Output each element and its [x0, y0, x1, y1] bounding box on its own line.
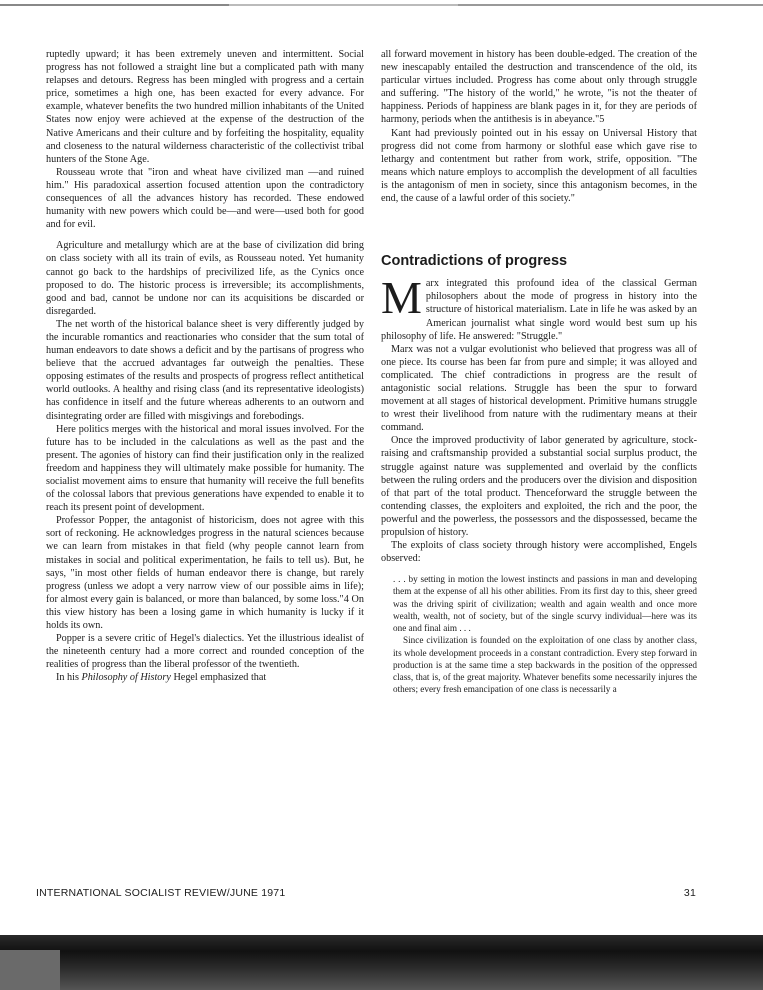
- scan-corner: [0, 950, 60, 990]
- paragraph: [381, 272, 697, 342]
- right-column: [381, 48, 697, 878]
- paragraph: [46, 671, 364, 684]
- paragraph: Agriculture and metallurgy which are at the base of civilization did bring on class society with all its train of evils, as Rousseau noted. Yet humanity cannot go back to the hardships of precivilized life, as the Cynics once proposed to do. The historic process is irreversible; its accomplishments, good and bad, cannot be undone nor can its acquisitions be discarded or disregarded.: [46, 240, 364, 317]
- scan-top-edge: [0, 4, 763, 6]
- book-title: Philosophy of History: [81, 672, 171, 684]
- quote-paragraph: Since civilization is founded on the exploitation of one class by another class, its whole development proceeds in a constant contradiction. Every step forward in production is at the same time a step backwards in the position of the oppressed class, that is, of the great majority. Whatever benefits some necessarily injures the others; every fresh emancipation of one class is necessarily a: [393, 635, 697, 695]
- section-heading: Contradictions of progress: [381, 253, 568, 270]
- paragraph: Marx was not a vulgar evolutionist who believed that progress was all of one piece. Its course has been far from pure and simple; it was alloyed and complicated. The chief contradictions in progress are the result of antagonistic social relations. Struggle has been the spur to forward movement at all stages of historical development. Primitive humans struggle to wrest their livelihood from nature with the rudimentary means at their command.: [381, 343, 697, 434]
- page-number: 31: [683, 887, 696, 899]
- text-run: Hegel emphasized that: [170, 672, 267, 684]
- page-footer: [36, 887, 696, 901]
- paragraph: all forward movement in history has been double-edged. The creation of the new inescapably entailed the destruction and transcendence of the old, its particular virtues included. Progress has come about only through struggle and suffering. "The history of the world," he wrote, "is not the theater of happiness. Periods of happiness are blank pages in it, for they are periods of harmony, periods when the antithesis is in abeyance."5: [381, 49, 697, 126]
- paragraph: Popper is a severe critic of Hegel's dialectics. Yet the illustrious idealist of the nineteenth century had a more correct and rounded conception of the realities of progress than the liberal professor of the twentieth.: [46, 633, 364, 671]
- paragraph: Kant had previously pointed out in his essay on Universal History that progress did not come from harmony or slothful ease which gave rise to lethargy and contentment but rather from work, strife, opposition. "The means which nature employs to accomplish the development of all faculties is the antagonism of men in society, since this antagonism becomes, in the end, the cause of a lawful order of this society.": [381, 127, 697, 205]
- paragraph: The net worth of the historical balance sheet is very differently judged by the incurable romantics and reactionaries who consider that the sum total of human endeavors to date shows a deficit and by the partisans of progress who believe that the accrued advantages far outweigh the penalties. These opposing estimates of the results and prospects of progress reflect antithetical world outlooks. A healthy and rising class (and its representative ideologists) has confidence in itself and the future whereas adherents to an outworn and disintegrating order are filled with misgivings and forebodings.: [46, 318, 364, 422]
- paragraph: Rousseau wrote that "iron and wheat have civilized man —and ruined him." His paradoxical assertion focused attention upon the contradictory consequences of all the advances history has recorded. These endowed humanity with new powers which could be—and were—used both for good and for evil.: [46, 166, 364, 231]
- paragraph: Once the improved productivity of labor generated by agriculture, stock-raising and craftsmanship provided a substantial social surplus product, the struggle against nature was supplemented and overlaid by the conflicts between the ruling orders and the producers over the division and disposition of that part of the total product. Thenceforward the struggle between the contending classes, the exploiters and exploited, the rich and the poor, the powerful and the powerless, the possessors and the dispossessed, became the propulsion of history.: [381, 435, 697, 538]
- scan-bottom-edge: [0, 935, 763, 990]
- text-run: In his: [56, 672, 82, 684]
- paragraph: ruptedly upward; it has been extremely uneven and intermittent. Social progress has not followed a straight line but a complicated path with many relapses and detours. Regress has been mingled with progress and a certain price, sometimes a high one, has been exacted for every advance. For example, whatever benefits the two hundred million inhabitants of the United States now enjoy were achieved at the expense of the destruction of the Native Americans and their culture and by forfeiting the hospitality, equality and closeness to the natural wilderness characteristic of the collectivist tribal hunters of the Stone Age.: [46, 49, 364, 165]
- journal-name: INTERNATIONAL SOCIALIST REVIEW/JUNE 1971: [36, 887, 286, 899]
- quote-paragraph: . . . by setting in motion the lowest instincts and passions in man and developing them at the expense of all his other abilities. From its first day to this, sheer greed was the driving spirit of civilization; wealth and again wealth and once more wealth, wealth, not of society, but of the single scurvy individual—here was its one and final aim . . .: [393, 574, 697, 634]
- paragraph: The exploits of class society through history were accomplished, Engels observed:: [381, 540, 697, 565]
- block-quote: [393, 573, 697, 695]
- text-run: arx integrated this profound idea of the classical German philosophers about the mode of progress in history into the structure of historical materialism. Late in life he was asked by an American journalist what single word would best sum up his philosophy of life. He answered: "Struggle.": [381, 278, 697, 342]
- paragraph: Professor Popper, the antagonist of historicism, does not agree with this sort of reckoning. He acknowledges progress in the natural sciences because we can learn from mistakes in that field (why people cannot learn from mistakes in social and political experimentation, he fails to tell us). But, he says, "in most other fields of human endeavor there is change, but rarely progress (unless we adopt a very narrow view of our possible aims in life); for almost every gain is balanced, or more than balanced, by some loss."4 On this view history has been a losing game in which humanity is lucky if it holds its own.: [46, 515, 364, 632]
- left-column: [46, 48, 364, 878]
- paragraph: Here politics merges with the historical and moral issues involved. For the future has to be included in the calculations as well as the past and the present. The agonies of history can find their justification only in the realized freedom and happiness they will ultimately make possible for humanity. The socialist movement aims to ensure that humanity will receive the full benefits of the colossal labors that previous generations have expended to enable it to reach its present point of development.: [46, 423, 364, 514]
- drop-cap: M: [381, 272, 422, 324]
